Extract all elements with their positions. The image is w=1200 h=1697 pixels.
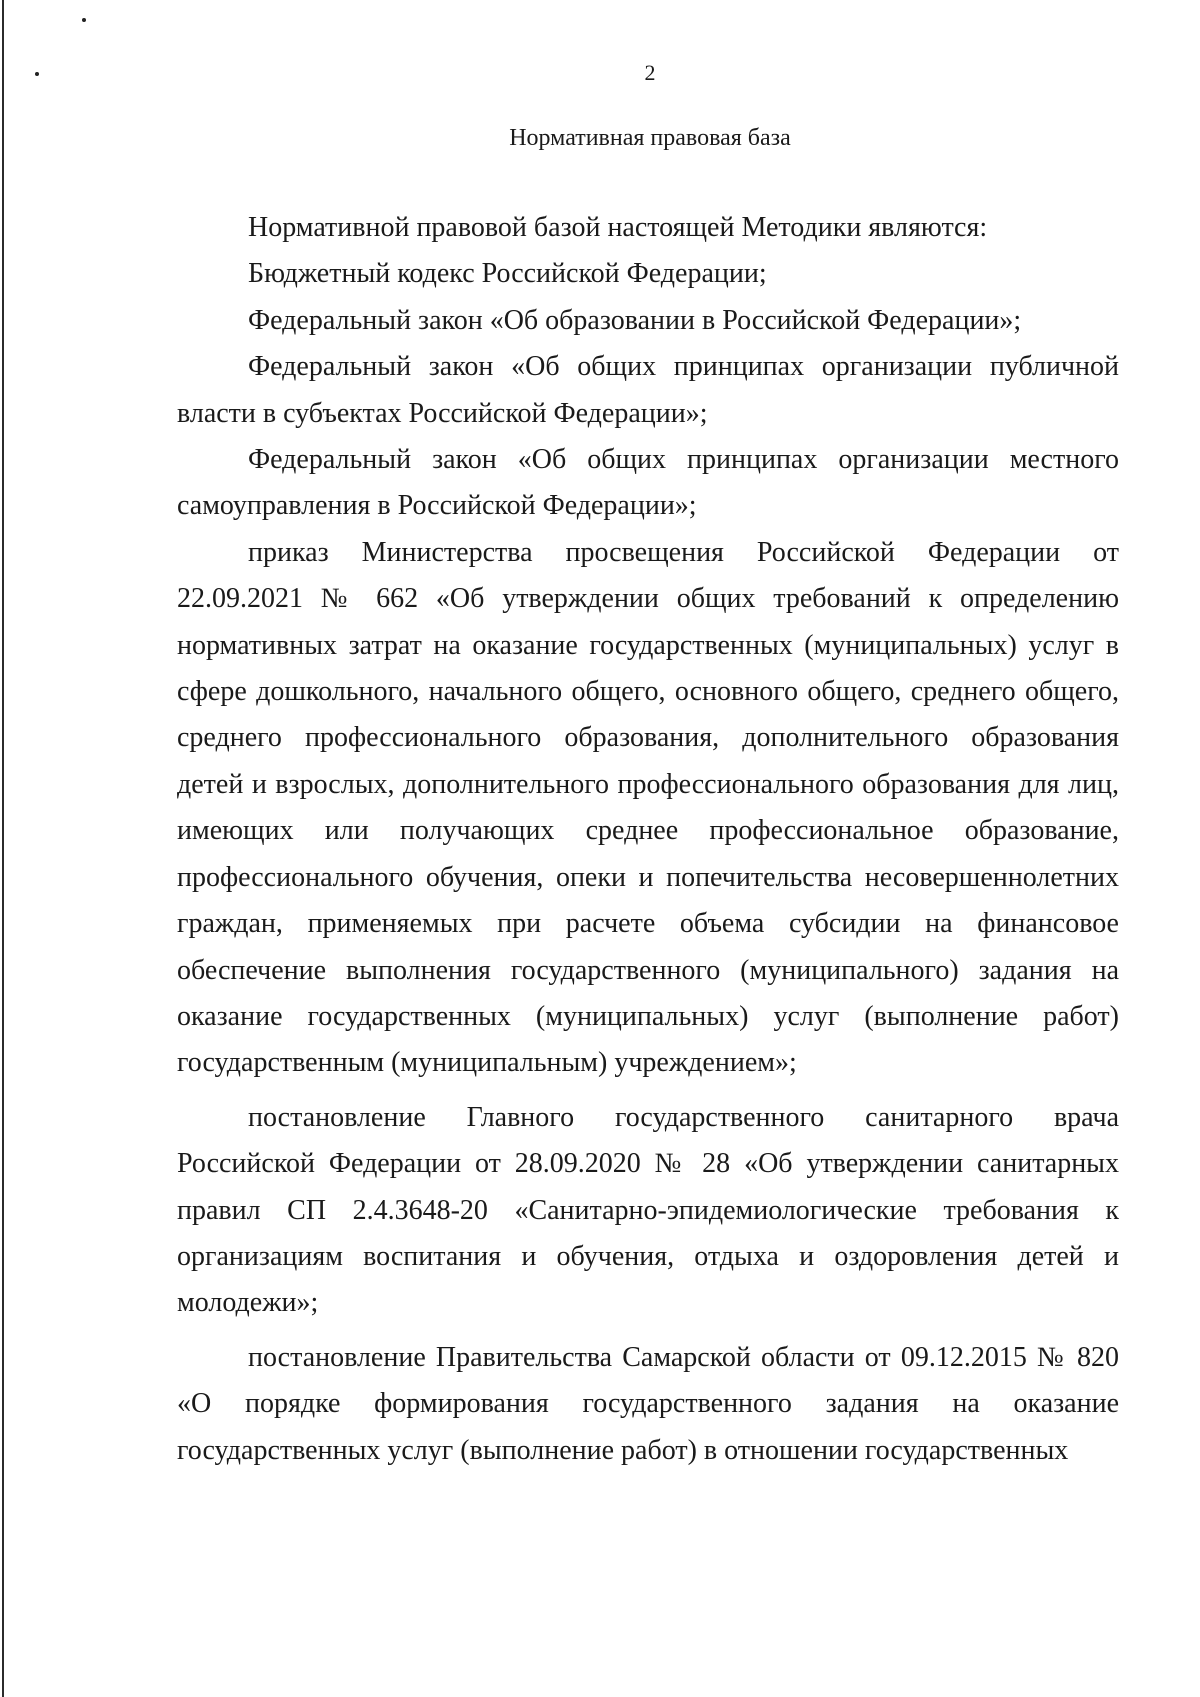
document-body bbox=[177, 205, 1119, 1474]
paragraph: Федеральный закон «Об общих принципах организации местного самоуправления в Российской Федерации»; bbox=[177, 444, 1119, 522]
paragraph: Федеральный закон «Об образовании в Российской Федерации»; bbox=[248, 304, 1022, 336]
page-number: 2 bbox=[644, 60, 656, 85]
paragraph: Федеральный закон «Об общих принципах организации публичной власти в субъектах Российской Федерации»; bbox=[177, 351, 1119, 429]
paragraph: приказ Министерства просвещения Российской Федерации от 22.09.2021 № 662 «Об утверждении общих требований к определению нормативных затрат на оказание государственных (муниципальных) услуг в сфере дошкольного, начального общего, основного общего, среднего общего, среднего профессионального образования, дополнительного образования детей и взрослых, дополнительного профессионального образования для лиц, имеющих или получающих среднее профессиональное образование, профессионального обучения, опеки и попечительства несовершеннолетних граждан, применяемых при расчете объема субсидии на финансовое обеспечение выполнения государственного (муниципального) задания на оказание государственных (муниципальных) услуг (выполнение работ) государственным (муниципальным) учреждением»; bbox=[177, 536, 1119, 1079]
paragraph: Бюджетный кодекс Российской Федерации; bbox=[248, 258, 767, 290]
paragraph: постановление Главного государственного санитарного врача Российской Федерации от 28.09.2020 № 28 «Об утверждении санитарных правил СП 2.4.3648-20 «Санитарно-эпидемиологические требования к организациям воспитания и обучения, отдыха и оздоровления детей и молодежи»; bbox=[177, 1101, 1119, 1319]
scan-dot bbox=[82, 18, 86, 22]
paragraph: Нормативной правовой базой настоящей Методики являются: bbox=[248, 212, 988, 243]
paragraph: постановление Правительства Самарской области от 09.12.2015 № 820 «О порядке формирования государственного задания на оказание государственных услуг (выполнение работ) в отношении государственных bbox=[177, 1341, 1119, 1466]
scan-edge-line bbox=[2, 0, 4, 1697]
section-heading: Нормативная правовая база bbox=[509, 125, 791, 151]
